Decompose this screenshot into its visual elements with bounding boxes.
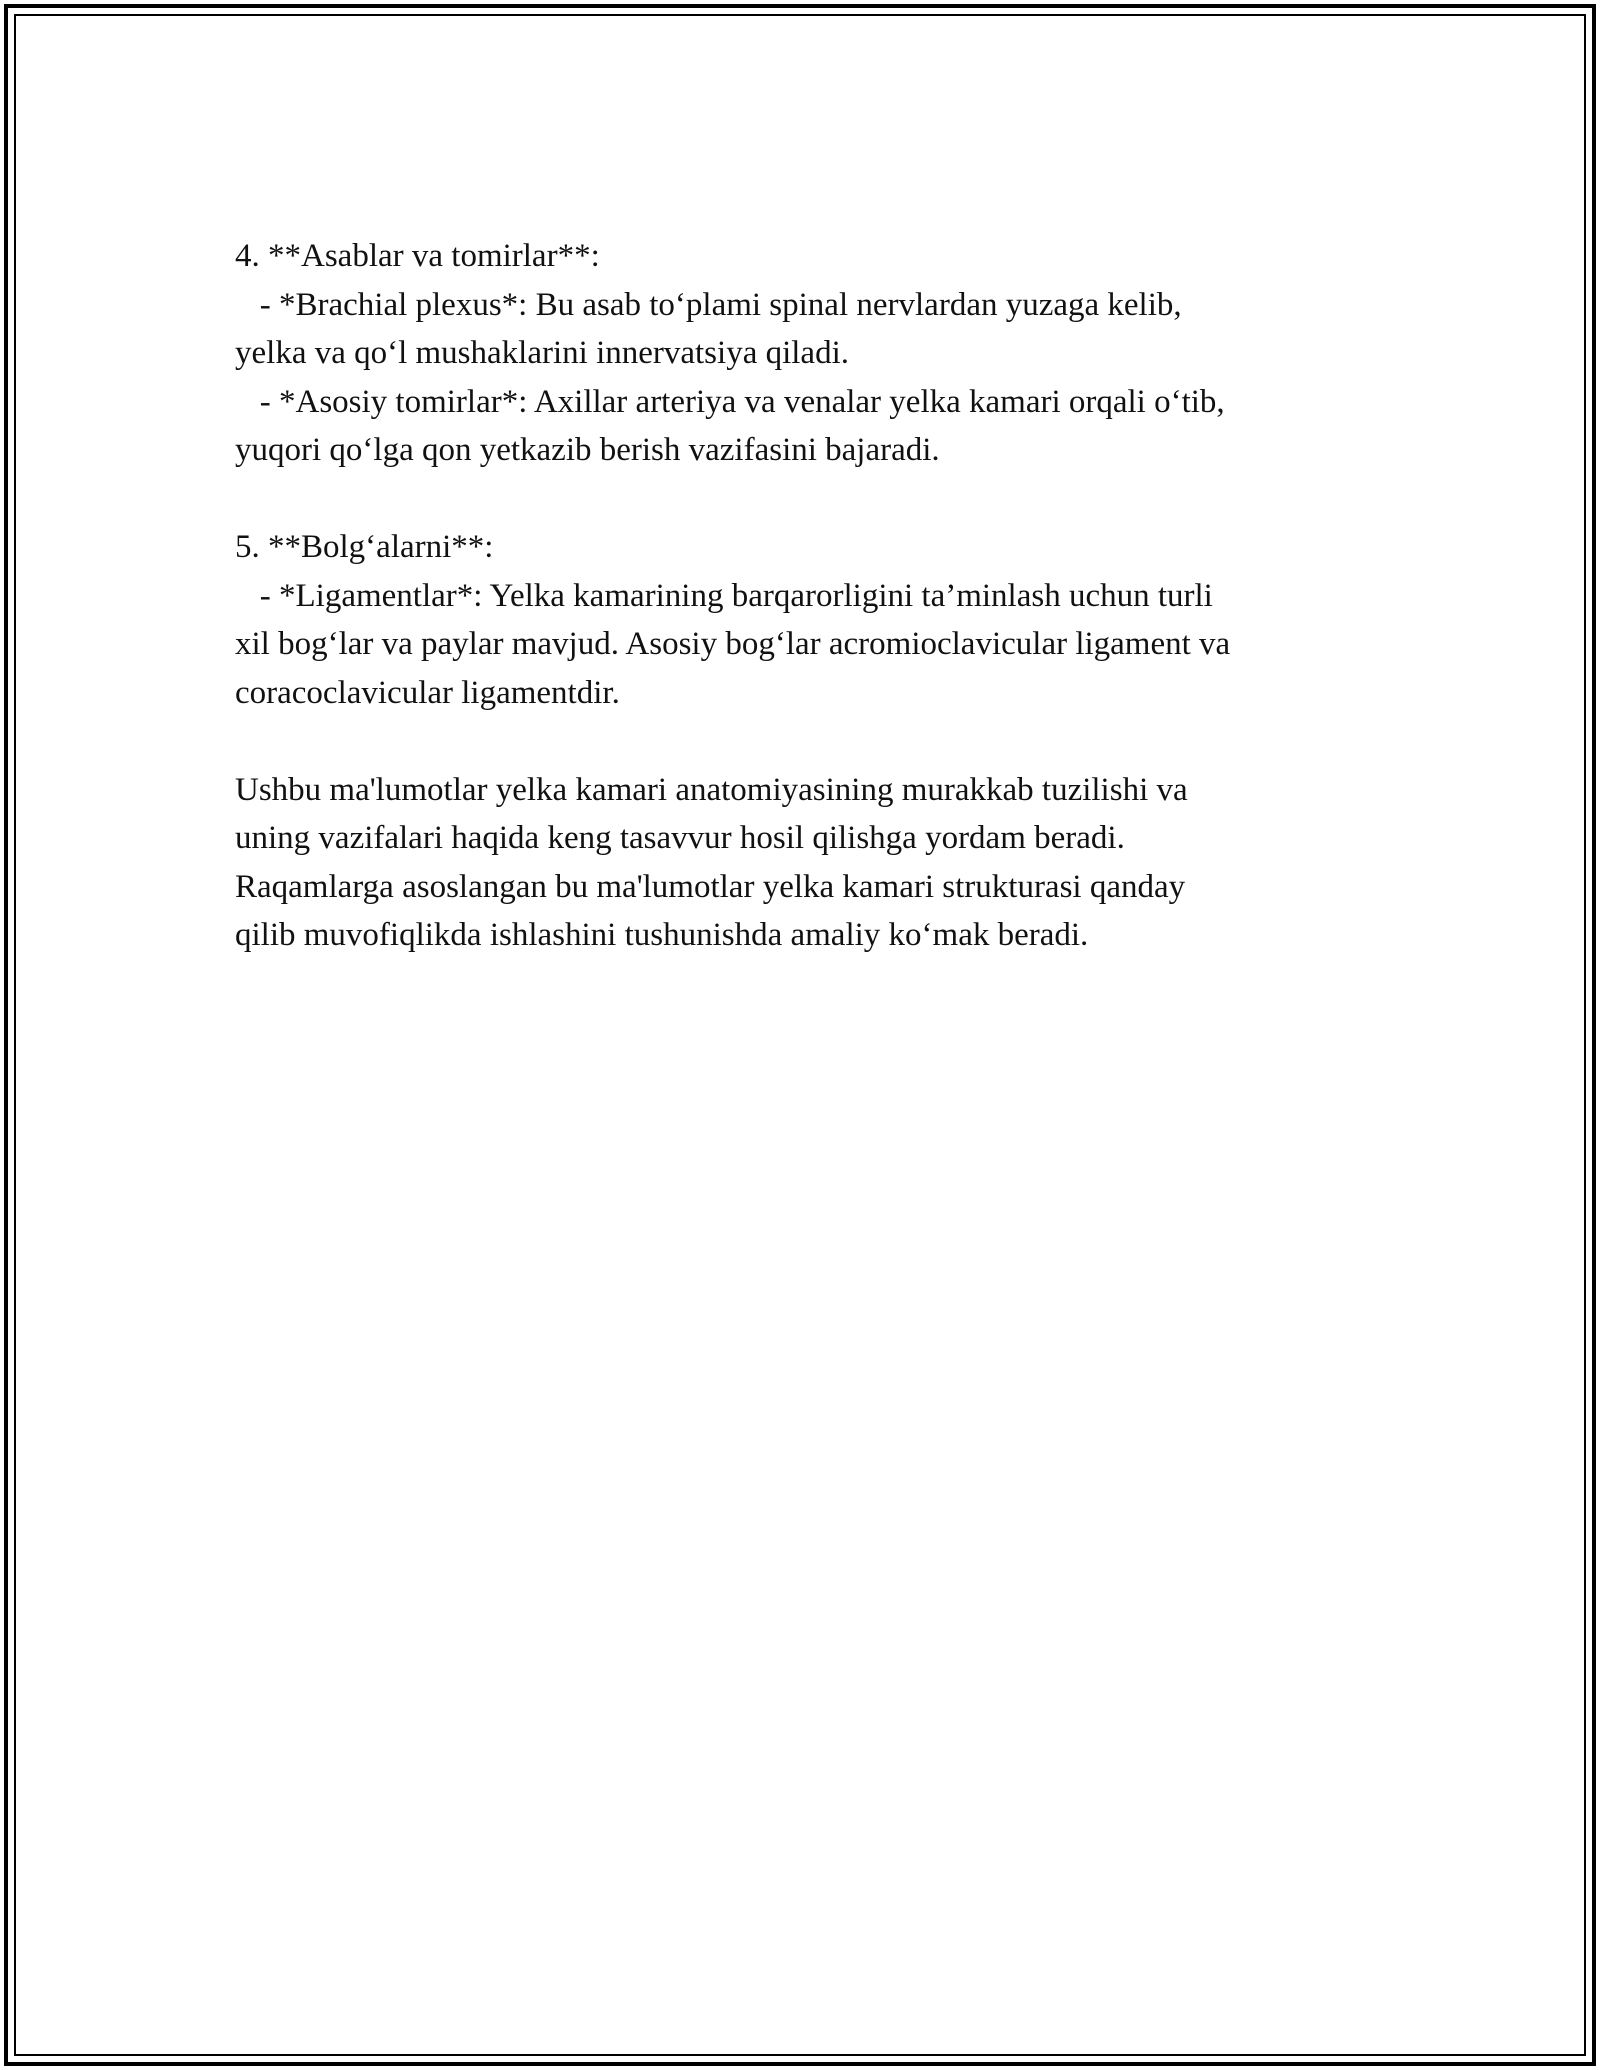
section-ligaments bbox=[235, 523, 1375, 717]
list-item-brachial-plexus-continued: yelka va qo‘l mushaklarini innervatsiya qiladi. bbox=[235, 335, 849, 371]
list-item-ligaments-continued: xil bog‘lar va paylar mavjud. Asosiy bog‘lar acromioclavicular ligament va bbox=[235, 626, 1231, 662]
paragraph-line: Ushbu ma'lumotlar yelka kamari anatomiyasining murakkab tuzilishi va bbox=[235, 771, 1188, 808]
document-page bbox=[235, 232, 1375, 1008]
list-item-brachial-plexus: - *Brachial plexus*: Bu asab to‘plami spinal nervlardan yuzaga kelib, bbox=[235, 286, 1182, 323]
paragraph-line: Raqamlarga asoslangan bu ma'lumotlar yelka kamari strukturasi qanday bbox=[235, 868, 1186, 905]
list-item-main-vessels: - *Asosiy tomirlar*: Axillar arteriya va venalar yelka kamari orqali o‘tib, bbox=[235, 383, 1225, 420]
section-heading: 5. **Bolg‘alarni**: bbox=[235, 529, 494, 565]
paragraph-line: qilib muvofiqlikda ishlashini tushunishda amaliy ko‘mak beradi. bbox=[235, 917, 1089, 953]
list-item-ligaments: - *Ligamentlar*: Yelka kamarining barqarorligini ta’minlash uchun turli bbox=[235, 577, 1213, 614]
section-nerves-and-vessels bbox=[235, 232, 1375, 475]
list-item-ligaments-continued: coracoclavicular ligamentdir. bbox=[235, 674, 620, 711]
conclusion-paragraph bbox=[235, 766, 1375, 960]
section-heading: 4. **Asablar va tomirlar**: bbox=[235, 238, 600, 274]
paragraph-line: uning vazifalari haqida keng tasavvur hosil qilishga yordam beradi. bbox=[235, 820, 1125, 856]
list-item-main-vessels-continued: yuqori qo‘lga qon yetkazib berish vazifasini bajaradi. bbox=[235, 432, 940, 468]
